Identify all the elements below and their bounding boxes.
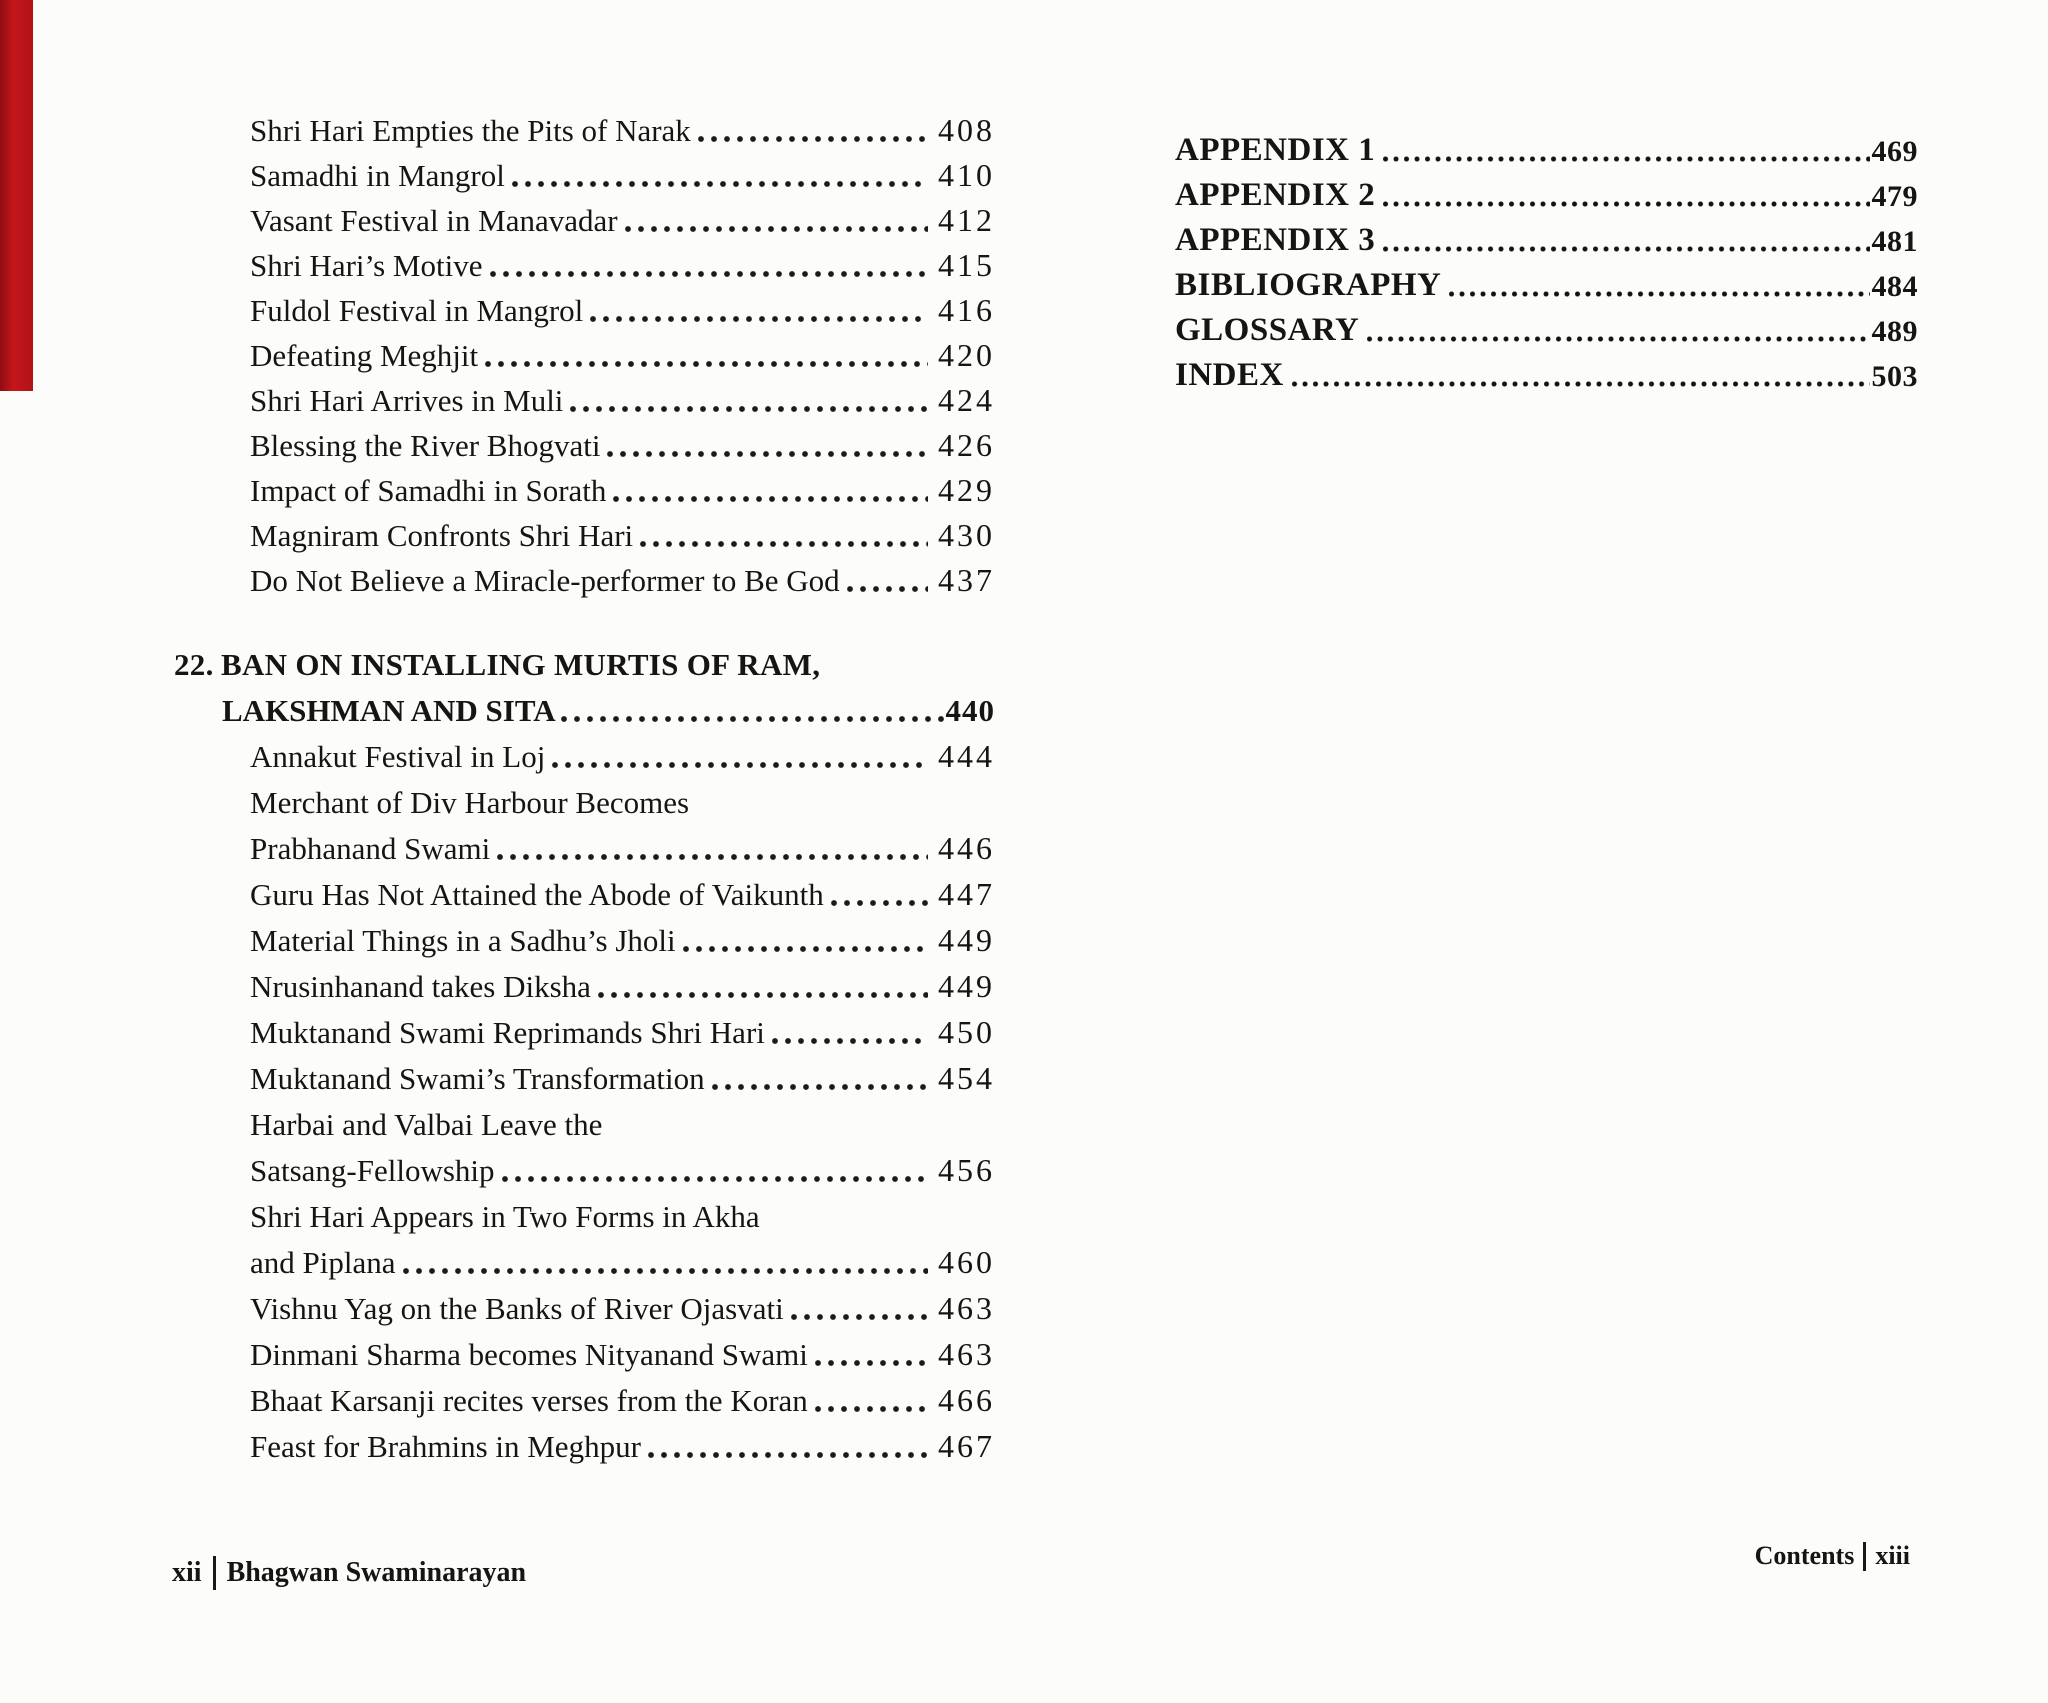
dot-leader — [552, 762, 928, 768]
toc-entry-title: Vishnu Yag on the Banks of River Ojasvati — [250, 1291, 784, 1326]
toc-entry-row — [250, 959, 995, 1005]
toc-entry-row — [1175, 259, 1918, 304]
toc-entry-title: Feast for Brahmins in Meghpur — [250, 1429, 641, 1464]
chapter-page-number: 440 — [945, 693, 995, 728]
toc-entry-title: Material Things in a Sadhu’s Jholi — [250, 923, 676, 958]
toc-entry-page-number: 463 — [938, 1336, 995, 1372]
toc-entry-row — [250, 329, 995, 374]
toc-entry-title: Do Not Believe a Miracle-performer to Be God — [250, 563, 840, 598]
dot-leader — [815, 1406, 928, 1412]
toc-entry-title: Blessing the River Bhogvati — [250, 428, 601, 463]
toc-entry-row — [250, 239, 995, 284]
toc-entry-title: APPENDIX 3 — [1175, 222, 1376, 258]
toc-entry-row — [250, 867, 995, 913]
footer-left — [172, 1556, 526, 1590]
chapter-22-entry-list — [250, 729, 995, 1465]
toc-entry-row — [250, 729, 995, 775]
dot-leader — [403, 1268, 929, 1274]
toc-entry-page-number: 484 — [1871, 270, 1918, 303]
toc-entry-page-number: 444 — [938, 738, 995, 774]
folio-roman-numeral: xiii — [1875, 1541, 1910, 1570]
chapter-number: 22. — [174, 647, 214, 682]
toc-entry-row — [250, 149, 995, 194]
toc-entry-page-number: 449 — [938, 968, 995, 1004]
toc-entry-row — [250, 821, 995, 867]
dot-leader — [847, 586, 928, 592]
toc-entry-row — [1175, 169, 1918, 214]
dot-leader — [490, 271, 929, 277]
toc-entry-page-number: 454 — [938, 1060, 995, 1096]
dot-leader — [570, 406, 928, 412]
toc-entry-row — [250, 1189, 992, 1235]
toc-entry-row — [1175, 214, 1918, 259]
toc-entry-page-number: 416 — [938, 292, 995, 328]
toc-entry-row — [250, 104, 995, 149]
dot-leader — [1383, 156, 1869, 162]
toc-entry-page-number: 466 — [938, 1382, 995, 1418]
toc-entry-row — [250, 509, 995, 554]
chapter-22-heading — [174, 637, 995, 729]
folio-roman-numeral: xii — [172, 1557, 202, 1588]
toc-entry-page-number: 420 — [938, 337, 995, 373]
toc-entry-page-number: 467 — [938, 1428, 995, 1464]
toc-entry-title: BIBLIOGRAPHY — [1175, 267, 1442, 303]
chapter-heading-line2 — [222, 683, 995, 729]
dot-leader — [683, 946, 928, 952]
dot-leader — [1383, 246, 1869, 252]
toc-entry-title: APPENDIX 1 — [1175, 132, 1376, 168]
toc-entry-title: Impact of Samadhi in Sorath — [250, 473, 607, 508]
toc-entry-title: Annakut Festival in Loj — [250, 739, 546, 774]
toc-entry-row — [250, 1327, 995, 1373]
toc-entry-row — [1175, 349, 1918, 394]
dot-leader — [1383, 201, 1869, 207]
toc-entry-row — [250, 913, 995, 959]
footer-divider-bar — [213, 1556, 216, 1590]
toc-entry-title: Prabhanand Swami — [250, 831, 491, 866]
chapter-title-line1: BAN ON INSTALLING MURTIS OF RAM, — [221, 647, 821, 682]
dot-leader — [698, 136, 928, 142]
toc-section-list — [250, 104, 995, 599]
dot-leader — [613, 496, 928, 502]
section-label: Contents — [1754, 1541, 1855, 1570]
toc-entry-row — [250, 284, 995, 329]
footer-right — [1755, 1541, 1910, 1571]
toc-entry-page-number: 460 — [938, 1244, 995, 1280]
dot-leader — [598, 992, 928, 998]
toc-entry-title: Merchant of Div Harbour Becomes — [250, 785, 690, 820]
toc-entry-row — [250, 1005, 995, 1051]
toc-entry-row — [1175, 124, 1918, 169]
toc-entry-page-number: 437 — [938, 562, 995, 598]
toc-entry-page-number: 415 — [938, 247, 995, 283]
toc-entry-title: APPENDIX 2 — [1175, 177, 1376, 213]
toc-entry-page-number: 450 — [938, 1014, 995, 1050]
toc-entry-page-number: 410 — [938, 157, 995, 193]
toc-entry-page-number: 447 — [938, 876, 995, 912]
toc-entry-title: Vasant Festival in Manavadar — [250, 203, 618, 238]
dot-leader — [561, 716, 944, 722]
toc-entry-row — [250, 374, 995, 419]
toc-entry-title: Samadhi in Mangrol — [250, 158, 505, 193]
toc-entry-page-number: 489 — [1871, 315, 1918, 348]
toc-entry-row — [250, 419, 995, 464]
toc-entry-row — [250, 1281, 995, 1327]
toc-entry-row — [250, 1097, 992, 1143]
toc-entry-title: Muktanand Swami’s Transformation — [250, 1061, 705, 1096]
dot-leader — [1367, 336, 1869, 342]
dot-leader — [772, 1038, 928, 1044]
toc-entry-page-number: 503 — [1871, 360, 1918, 393]
dot-leader — [625, 226, 928, 232]
toc-entry-title: GLOSSARY — [1175, 312, 1360, 348]
toc-entry-page-number: 481 — [1871, 225, 1918, 258]
dot-leader — [831, 900, 928, 906]
toc-entry-row — [250, 1143, 995, 1189]
chapter-title-line2: LAKSHMAN AND SITA — [222, 693, 556, 728]
toc-entry-page-number: 429 — [938, 472, 995, 508]
toc-entry-title: and Piplana — [250, 1245, 396, 1280]
dot-leader — [712, 1084, 928, 1090]
toc-entry-row — [250, 1235, 995, 1281]
toc-entry-page-number: 426 — [938, 427, 995, 463]
toc-entry-title: Shri Hari Appears in Two Forms in Akha — [250, 1199, 760, 1234]
toc-entry-page-number: 456 — [938, 1152, 995, 1188]
toc-entry-row — [250, 1051, 995, 1097]
toc-entry-page-number: 449 — [938, 922, 995, 958]
book-title: Bhagwan Swaminarayan — [226, 1557, 527, 1588]
toc-entry-row — [250, 194, 995, 239]
toc-entry-title: Nrusinhanand takes Diksha — [250, 969, 591, 1004]
toc-entry-row — [250, 1373, 995, 1419]
toc-entry-title: Shri Hari Arrives in Muli — [250, 383, 564, 418]
toc-entry-title: Satsang-Fellowship — [250, 1153, 495, 1188]
toc-entry-page-number: 424 — [938, 382, 995, 418]
toc-entry-title: Muktanand Swami Reprimands Shri Hari — [250, 1015, 765, 1050]
toc-entry-title: Magniram Confronts Shri Hari — [250, 518, 634, 553]
toc-entry-row — [250, 1419, 995, 1465]
dot-leader — [607, 451, 928, 457]
dot-leader — [485, 361, 928, 367]
toc-page-left — [174, 104, 995, 1465]
dot-leader — [497, 854, 928, 860]
toc-entry-page-number: 469 — [1871, 135, 1918, 168]
dot-leader — [590, 316, 928, 322]
dot-leader — [512, 181, 928, 187]
dot-leader — [815, 1360, 928, 1366]
footer-divider-bar — [1863, 1542, 1866, 1571]
toc-entry-title: Dinmani Sharma becomes Nityanand Swami — [250, 1337, 808, 1372]
toc-page-right — [1175, 124, 1918, 394]
back-matter-list — [1175, 124, 1918, 394]
toc-entry-page-number: 430 — [938, 517, 995, 553]
toc-entry-title: Shri Hari’s Motive — [250, 248, 483, 283]
toc-entry-title: Bhaat Karsanji recites verses from the Koran — [250, 1383, 808, 1418]
toc-entry-title: Fuldol Festival in Mangrol — [250, 293, 584, 328]
dot-leader — [791, 1314, 928, 1320]
dot-leader — [1449, 291, 1869, 297]
toc-entry-page-number: 463 — [938, 1290, 995, 1326]
toc-entry-title: Defeating Meghjit — [250, 338, 479, 373]
toc-entry-page-number: 479 — [1871, 180, 1918, 213]
toc-entry-row — [1175, 304, 1918, 349]
dot-leader — [1292, 381, 1870, 387]
toc-entry-page-number: 408 — [938, 112, 995, 148]
toc-entry-title: INDEX — [1175, 357, 1284, 393]
dot-leader — [502, 1176, 928, 1182]
toc-entry-row — [250, 464, 995, 509]
toc-entry-row — [250, 554, 995, 599]
toc-entry-page-number: 446 — [938, 830, 995, 866]
toc-entry-title: Guru Has Not Attained the Abode of Vaikunth — [250, 877, 824, 912]
dot-leader — [648, 1452, 928, 1458]
toc-entry-row — [250, 775, 992, 821]
toc-entry-title: Shri Hari Empties the Pits of Narak — [250, 113, 691, 148]
toc-entry-title: Harbai and Valbai Leave the — [250, 1107, 603, 1142]
chapter-heading-line1 — [174, 637, 992, 683]
dot-leader — [640, 541, 928, 547]
toc-entry-page-number: 412 — [938, 202, 995, 238]
page-edge-red-bar — [0, 0, 33, 391]
